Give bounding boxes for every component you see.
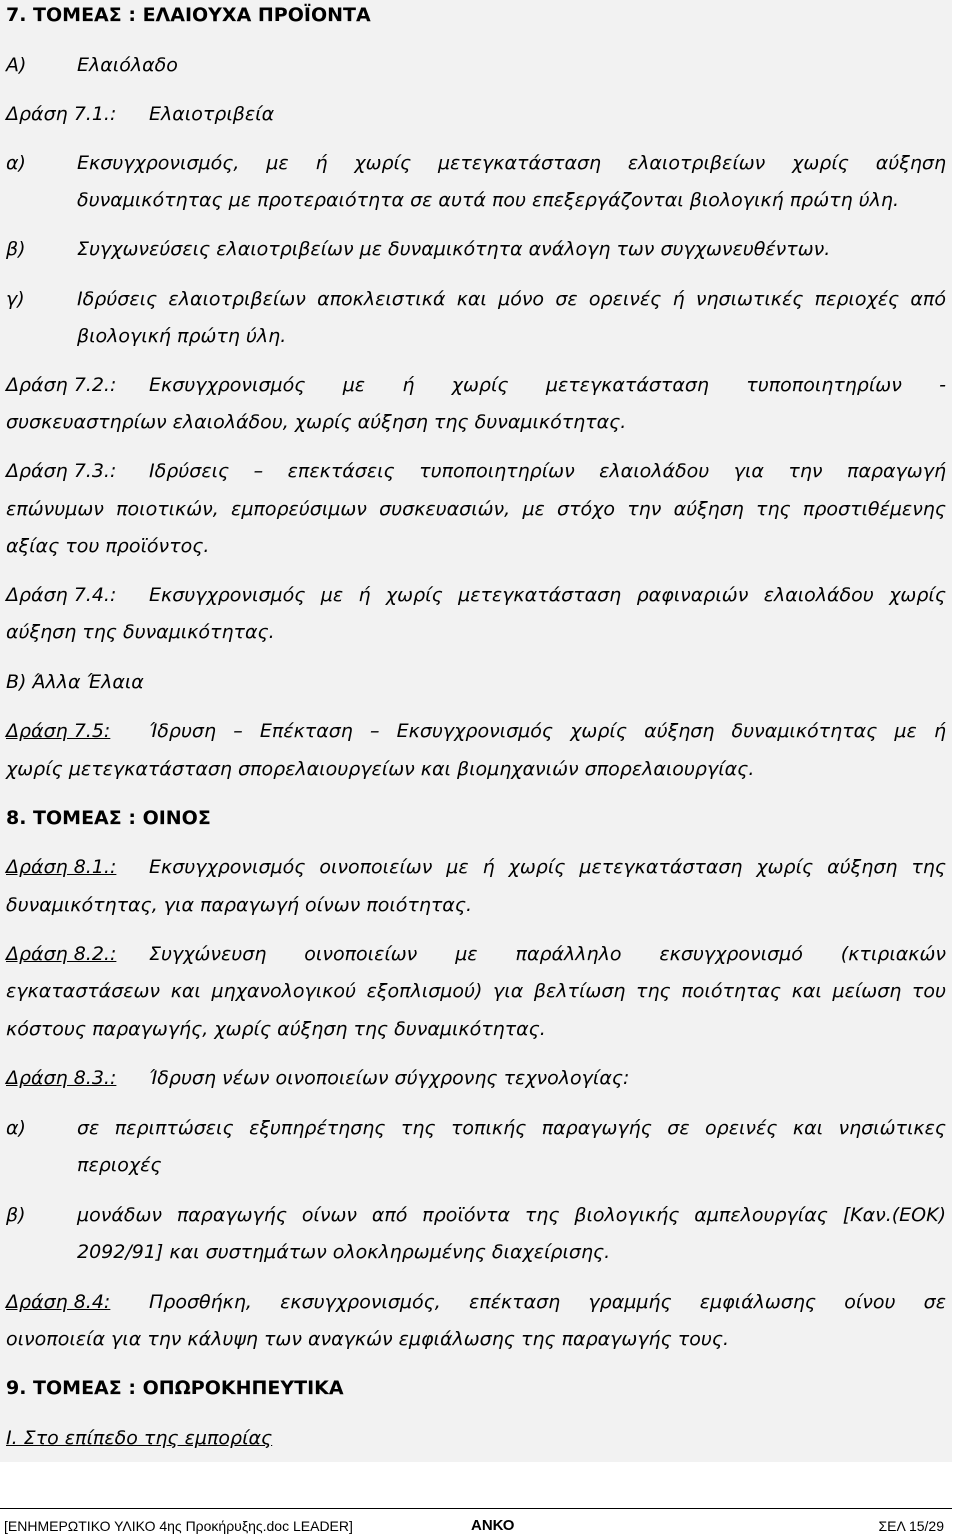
action-8-2-label: Δράση 8.2.: [6,943,117,965]
section-8-heading: 8. ΤΟΜΕΑΣ : ΟΙΝΟΣ [6,807,211,829]
item-8-3-b-label: β) [6,1204,26,1226]
section-7-heading: 7. ΤΟΜΕΑΣ : ΕΛΑΙΟΥΧΑ ΠΡΟΪΟΝΤΑ [6,4,371,26]
section-9-heading: 9. ΤΟΜΕΑΣ : ΟΠΩΡΟΚΗΠΕΥΤΙΚΑ [6,1377,344,1399]
item-8-3-b-line1: μονάδων παραγωγής οίνων από προϊόντα της βιολογικής αμπελουργίας [Καν.(ΕΟΚ) [77,1204,946,1226]
action-7-2-label: Δράση 7.2.: [6,374,117,396]
action-7-5-line2: χωρίς μετεγκατάσταση σπορελαιουργείων και βιομηχανιών σπορελαιουργίας. [6,758,755,780]
action-7-1-label: Δράση 7.1.: [6,103,117,125]
action-8-4-label: Δράση 8.4: [6,1291,111,1313]
action-7-4-line1: Εκσυγχρονισμός με ή χωρίς μετεγκατάσταση ραφιναριών ελαιολάδου χωρίς [149,584,946,606]
item-7-1-a-line1: Εκσυγχρονισμός, με ή χωρίς μετεγκατάσταση ελαιοτριβείων χωρίς αύξηση [77,152,946,174]
action-8-4-line2: οινοποιεία για την κάλυψη των αναγκών εμφιάλωσης της παραγωγής τους. [6,1328,730,1350]
section-9-subheading: Ι. Στο επίπεδο της εμπορίας [6,1427,273,1449]
subsection-a-title: Ελαιόλαδο [77,54,178,76]
item-7-1-b-label: β) [6,238,26,260]
action-7-1-title: Ελαιοτριβεία [149,103,275,125]
action-8-3-label: Δράση 8.3.: [6,1067,117,1089]
action-7-1 [6,102,275,126]
item-8-3-b-line2: 2092/91] και συστημάτων ολοκληρωμένης διαχείρισης. [77,1241,611,1263]
action-7-5-line1: Ίδρυση – Επέκταση – Εκσυγχρονισμός χωρίς αύξηση δυναμικότητας με ή [149,720,946,742]
item-8-3-a-line2: περιοχές [77,1154,162,1176]
subsection-a-label: Α) [6,54,27,76]
footer-page-number: ΣΕΛ 15/29 [878,1518,944,1534]
page-footer [0,1512,952,1538]
footer-organization: ΑΝΚΟ [471,1517,515,1534]
action-7-2-line1: Εκσυγχρονισμός με ή χωρίς μετεγκατάσταση τυποποιητηρίων - [149,374,946,396]
subsection-a [6,53,178,77]
action-8-1-line2: δυναμικότητας, για παραγωγή οίνων ποιότητας. [6,894,473,916]
subsection-b-heading: Β) Άλλα Έλαια [6,671,144,693]
action-7-5-label: Δράση 7.5: [6,720,111,742]
action-7-4-line2: αύξηση της δυναμικότητας. [6,621,275,643]
item-7-1-c-line2: βιολογική πρώτη ύλη. [77,325,287,347]
action-8-1-line1: Εκσυγχρονισμός οινοποιείων με ή χωρίς μετεγκατάσταση χωρίς αύξηση της [149,856,946,878]
action-7-3-label: Δράση 7.3.: [6,460,117,482]
item-8-3-a-line1: σε περιπτώσεις εξυπηρέτησης της τοπικής παραγωγής σε ορεινές και νησιώτικες [77,1117,946,1139]
action-8-1-label: Δράση 8.1.: [6,856,117,878]
footer-document-name: [ΕΝΗΜΕΡΩΤΙΚΟ ΥΛΙΚΟ 4ης Προκήρυξης.doc LEADER] [4,1518,353,1534]
action-7-3-line1: Ιδρύσεις – επεκτάσεις τυποποιητηρίων ελαιολάδου για την παραγωγή [149,460,946,482]
footer-divider [0,1508,952,1509]
item-7-1-c-label: γ) [6,288,25,310]
item-8-3-a-label: α) [6,1117,26,1139]
action-7-2-line2: συσκευαστηρίων ελαιολάδου, χωρίς αύξηση της δυναμικότητας. [6,411,627,433]
action-8-2-line1: Συγχώνευση οινοποιείων με παράλληλο εκσυγχρονισμό (κτιριακών [149,943,946,965]
item-7-1-a-label: α) [6,152,26,174]
action-7-3-line3: αξίας του προϊόντος. [6,535,210,557]
item-7-1-c-line1: Ιδρύσεις ελαιοτριβείων αποκλειστικά και μόνο σε ορεινές ή νησιωτικές περιοχές από [77,288,946,310]
action-8-2-line3: κόστους παραγωγής, χωρίς αύξηση της δυναμικότητας. [6,1018,546,1040]
item-7-1-a-line2: δυναμικότητας με προτεραιότητα σε αυτά που επεξεργάζονται βιολογική πρώτη ύλη. [77,189,899,211]
action-8-4-line1: Προσθήκη, εκσυγχρονισμός, επέκταση γραμμής εμφιάλωσης οίνου σε [149,1291,946,1313]
action-8-3-title: Ίδρυση νέων οινοποιείων σύγχρονης τεχνολογίας: [149,1067,630,1089]
item-7-1-b-text: Συγχωνεύσεις ελαιοτριβείων με δυναμικότητα ανάλογη των συγχωνευθέντων. [77,238,831,260]
action-7-3-line2: επώνυμων ποιοτικών, εμπορεύσιμων συσκευασιών, με στόχο την αύξηση της προστιθέμενης [6,498,946,520]
action-8-2-line2: εγκαταστάσεων και μηχανολογικού εξοπλισμού) για βελτίωση της ποιότητας και μείωση του [6,980,946,1002]
action-7-4-label: Δράση 7.4.: [6,584,117,606]
